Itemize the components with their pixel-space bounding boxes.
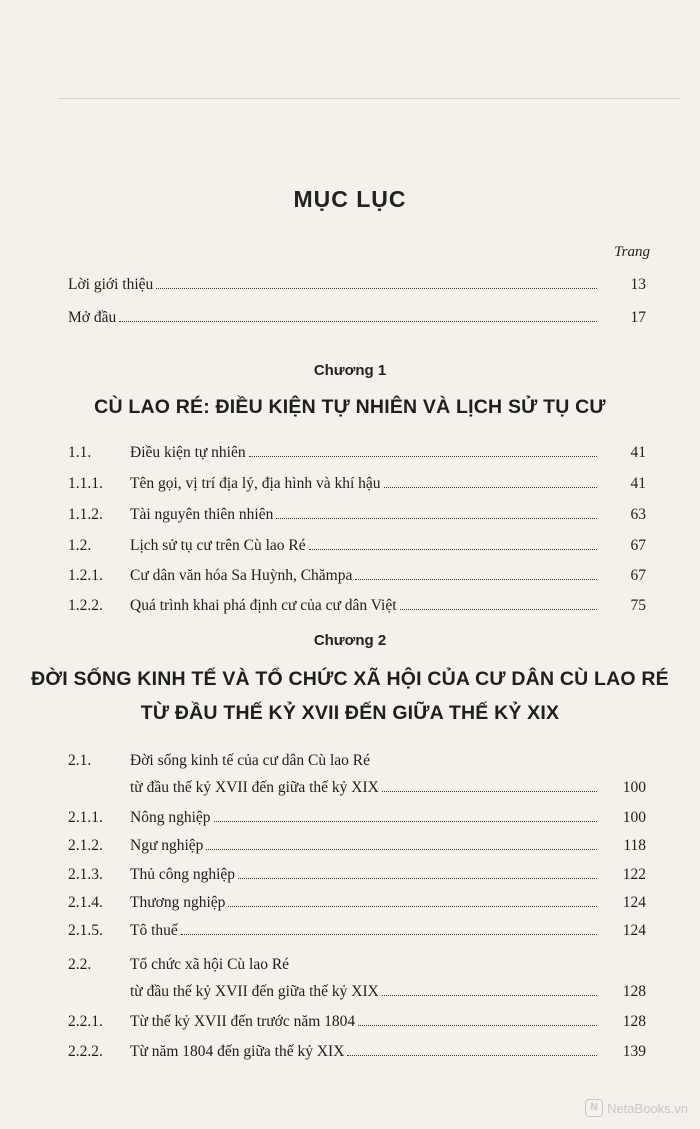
- toc-entry-page: 100: [622, 779, 646, 796]
- toc-entry-number: 1.1.2.: [68, 506, 103, 523]
- chapter-title: CÙ LAO RÉ: ĐIỀU KIỆN TỰ NHIÊN VÀ LỊCH SỬ TỤ CƯ: [94, 396, 606, 418]
- toc-entry-page: 41: [630, 475, 646, 492]
- toc-entry-number: 2.1.1.: [68, 809, 103, 826]
- toc-entry-page: 139: [622, 1043, 646, 1060]
- toc-entry-label: từ đầu thế kỷ XVII đến giữa thế kỷ XIX: [130, 779, 379, 796]
- toc-entry-number: 1.1.: [68, 444, 92, 461]
- chapter-title-line-1: ĐỜI SỐNG KINH TẾ VÀ TỔ CHỨC XÃ HỘI CỦA CƯ DÂN CÙ LAO RÉ: [31, 668, 669, 690]
- toc-entry-label: Tài nguyên thiên nhiên: [130, 506, 274, 523]
- leader-dots: [206, 837, 597, 850]
- toc-entry-number: 1.2.2.: [68, 597, 103, 614]
- toc-entry[interactable]: [68, 597, 646, 619]
- chapter-title-line-2: TỪ ĐẦU THẾ KỶ XVII ĐẾN GIỮA THẾ KỶ XIX: [140, 702, 560, 724]
- toc-entry-label: Lịch sử tụ cư trên Cù lao Ré: [130, 537, 306, 554]
- leader-dots: [181, 922, 597, 935]
- toc-entry[interactable]: [68, 444, 646, 466]
- toc-entry-label: Tô thuế: [130, 922, 178, 939]
- toc-entry[interactable]: [68, 475, 646, 497]
- toc-entry[interactable]: [68, 276, 646, 298]
- toc-entry-page: 75: [630, 597, 646, 614]
- toc-entry-number: 1.2.1.: [68, 567, 103, 584]
- toc-entry[interactable]: [68, 809, 646, 831]
- leader-dots: [238, 866, 597, 879]
- toc-entry-label: Lời giới thiệu: [68, 276, 154, 293]
- leader-dots: [276, 506, 597, 519]
- toc-entry[interactable]: [68, 779, 646, 801]
- toc-entry-page: 41: [630, 444, 646, 461]
- leader-dots: [119, 309, 597, 322]
- toc-entry-label: Quá trình khai phá định cư của cư dân Việt: [130, 597, 397, 614]
- toc-entry-page: 128: [622, 1013, 646, 1030]
- chapter-heading: Chương 2: [313, 632, 387, 649]
- toc-entry-number: 1.1.1.: [68, 475, 103, 492]
- toc-entry[interactable]: [68, 866, 646, 888]
- toc-entry-number: 2.2.1.: [68, 1013, 103, 1030]
- toc-entry[interactable]: [68, 922, 646, 944]
- toc-entry[interactable]: [68, 537, 646, 559]
- toc-entry-page: 128: [622, 983, 646, 1000]
- toc-entry-first-line[interactable]: [68, 752, 646, 774]
- toc-entry[interactable]: [68, 309, 646, 331]
- leader-dots: [156, 276, 597, 289]
- toc-entry-label: từ đầu thế kỷ XVII đến giữa thế kỷ XIX: [130, 983, 379, 1000]
- toc-entry-label: Ngư nghiệp: [130, 837, 204, 854]
- toc-entry-number: 2.1.2.: [68, 837, 103, 854]
- toc-entry[interactable]: [68, 567, 646, 589]
- toc-entry[interactable]: [68, 837, 646, 859]
- toc-entry-page: 124: [622, 894, 646, 911]
- toc-entry-label: Từ năm 1804 đến giữa thế kỷ XIX: [130, 1043, 345, 1060]
- toc-entry[interactable]: [68, 983, 646, 1005]
- chapter-heading: Chương 1: [313, 362, 387, 379]
- toc-entry-label: Thương nghiệp: [130, 894, 226, 911]
- page-title: MỤC LỤC: [293, 186, 407, 212]
- toc-entry-first-line[interactable]: [68, 956, 646, 978]
- netabooks-logo-icon: N: [585, 1099, 603, 1117]
- leader-dots: [382, 983, 597, 996]
- leader-dots: [382, 779, 597, 792]
- bleed-through-rule: [58, 98, 680, 99]
- leader-dots: [358, 1013, 597, 1026]
- leader-dots: [309, 537, 597, 550]
- toc-entry-label-line-1: Tổ chức xã hội Cù lao Ré: [130, 956, 290, 973]
- toc-entry-label: Mở đầu: [68, 309, 117, 326]
- toc-entry-page: 100: [622, 809, 646, 826]
- toc-entry-page: 67: [630, 567, 646, 584]
- leader-dots: [228, 894, 597, 907]
- watermark: [585, 1099, 688, 1117]
- leader-dots: [249, 444, 597, 457]
- page-column-label: Trang: [614, 244, 650, 260]
- toc-entry-page: 124: [622, 922, 646, 939]
- watermark-text: NetaBooks.vn: [607, 1100, 688, 1116]
- toc-entry-label: Cư dân văn hóa Sa Huỳnh, Chămpa: [130, 567, 353, 584]
- toc-entry-label: Nông nghiệp: [130, 809, 211, 826]
- toc-entry-page: 13: [630, 276, 646, 293]
- leader-dots: [347, 1043, 597, 1056]
- toc-entry-label: Tên gọi, vị trí địa lý, địa hình và khí hậu: [130, 475, 381, 492]
- toc-entry-page: 118: [623, 837, 646, 854]
- toc-entry[interactable]: [68, 506, 646, 528]
- toc-entry-number: 2.2.: [68, 956, 92, 973]
- leader-dots: [355, 567, 597, 580]
- leader-dots: [214, 809, 597, 822]
- toc-entry-number: 2.1.5.: [68, 922, 103, 939]
- toc-entry-label: Điều kiện tự nhiên: [130, 444, 246, 461]
- leader-dots: [384, 475, 597, 488]
- leader-dots: [400, 597, 597, 610]
- toc-entry-page: 17: [630, 309, 646, 326]
- toc-entry-page: 63: [630, 506, 646, 523]
- toc-entry-page: 67: [630, 537, 646, 554]
- toc-entry-number: 1.2.: [68, 537, 92, 554]
- toc-entry-label: Từ thế kỷ XVII đến trước năm 1804: [130, 1013, 356, 1030]
- toc-entry-number: 2.2.2.: [68, 1043, 103, 1060]
- toc-entry[interactable]: [68, 894, 646, 916]
- toc-entry-number: 2.1.3.: [68, 866, 103, 883]
- toc-entry-page: 122: [622, 866, 646, 883]
- toc-entry[interactable]: [68, 1043, 646, 1065]
- toc-entry-label-line-1: Đời sống kinh tế của cư dân Cù lao Ré: [130, 752, 371, 769]
- toc-entry-number: 2.1.4.: [68, 894, 103, 911]
- toc-entry-label: Thủ công nghiệp: [130, 866, 236, 883]
- toc-entry[interactable]: [68, 1013, 646, 1035]
- toc-entry-number: 2.1.: [68, 752, 92, 769]
